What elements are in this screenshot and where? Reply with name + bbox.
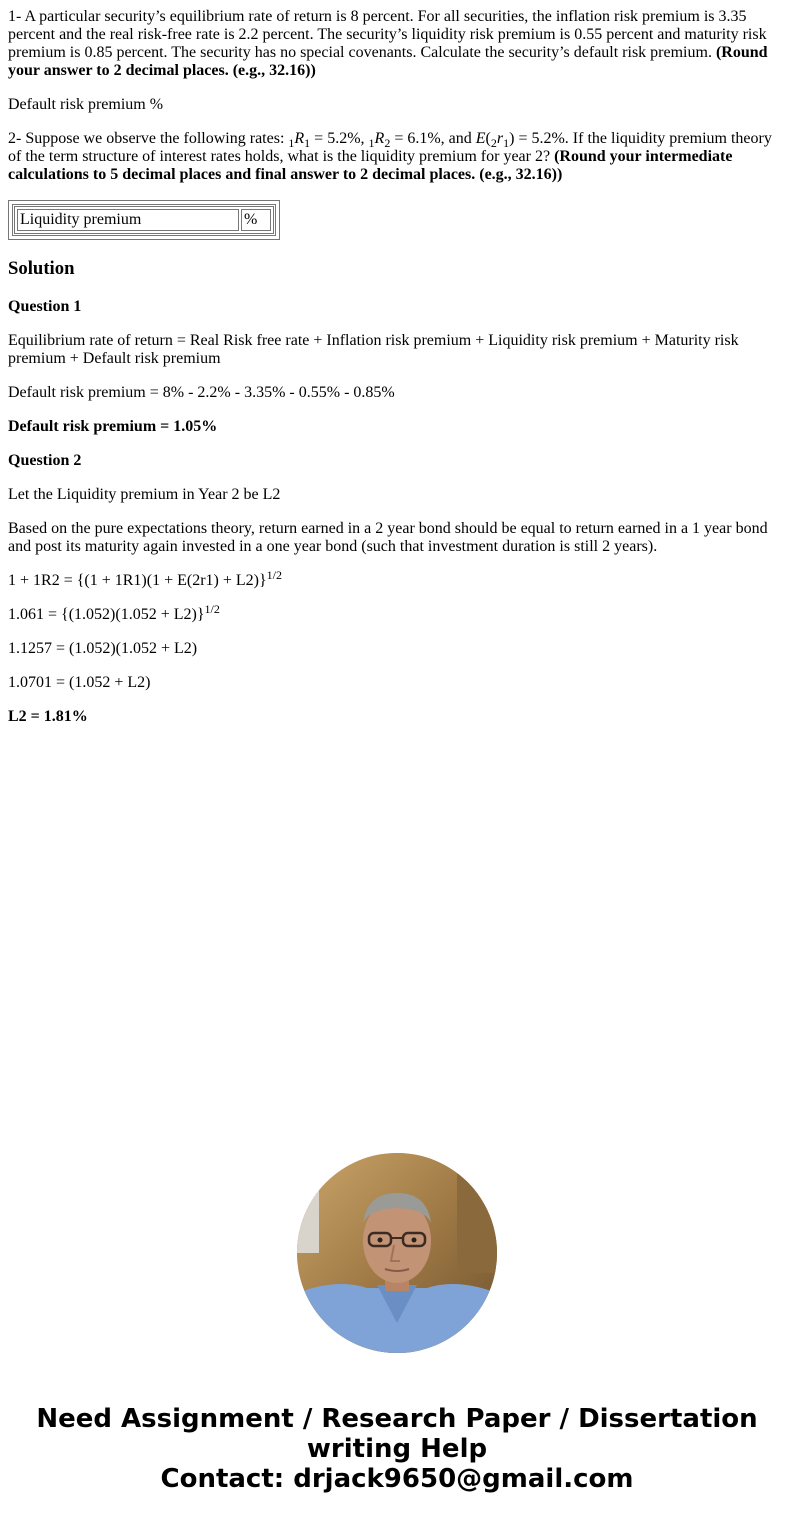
question-1-calculation: Default risk premium = 8% - 2.2% - 3.35% - 0.55% - 0.85% (8, 384, 395, 401)
solution-heading: Solution (8, 258, 75, 279)
question-1-answer-line: Default risk premium % (8, 96, 164, 113)
table-row (17, 209, 271, 231)
author-portrait-icon (297, 1153, 497, 1353)
equation-1: $1 + 1R2 = \{(1 + 1R1)(1 + E(2r1) + L2)\}^{1/2}$ (8, 568, 283, 589)
answer-table (8, 200, 280, 240)
question-2: 2- Suppose we observe the following rates: $_1R_1 = 5.2\%$, $_1R_2 = 6.1\%$, and $E(_2r_1) = 5.2\%$. If the liquidity premium theory of the term structure of interest rates holds, what is the liquidity premium for year 2? (Round your intermediate calculations to 5 decimal places and final answer to 2 decimal places. (e.g., 32.16)) (8, 130, 772, 183)
question-1-heading: Question 1 (8, 298, 82, 315)
question-1: 1- A particular security’s equilibrium rate of return is 8 percent. For all securities, the inflation risk premium is 3.35 percent and the real risk-free rate is 2.2 percent. The security’s liquidity risk premium is 0.55 percent and maturity risk premium is 0.85 percent. The security has no special covenants. Calculate the security’s default risk premium. (Round your answer to 2 decimal places. (e.g., 32.16)) (8, 8, 768, 79)
author-avatar (297, 1153, 497, 1353)
question-1-result: Default risk premium = 1.05% (8, 418, 218, 435)
question-2-instruction: (Round your intermediate calculations to 5 decimal places and final answer to 2 decimal places. (e.g., 32.16)) (8, 148, 733, 183)
equation-3: 1.1257 = (1.052)(1.052 + L2) (8, 640, 198, 657)
promo-line-2: writing Help (306, 1434, 488, 1464)
promo-banner (0, 1404, 794, 1494)
question-2-result: L2 = 1.81% (8, 708, 88, 725)
document-body (0, 0, 794, 726)
liquidity-premium-label: Liquidity premium (17, 209, 239, 231)
equation-2: $1.061 = \{(1.052)(1.052 + L2)\}^{1/2}$ (8, 602, 220, 623)
equation-4: 1.0701 = (1.052 + L2) (8, 674, 151, 691)
answer-table-inner (14, 206, 274, 234)
question-2-heading: Question 2 (8, 452, 82, 469)
question-1-formula: Equilibrium rate of return = Real Risk free rate + Inflation risk premium + Liquidity risk premium + Maturity risk premium + Default risk premium (8, 332, 739, 367)
promo-contact: Contact: drjack9650@gmail.com (160, 1464, 634, 1494)
question-2-theory: Based on the pure expectations theory, return earned in a 2 year bond should be equal to return earned in a 1 year bond and post its maturity again invested in a one year bond (such that investment duration is still 2 years). (8, 520, 768, 555)
liquidity-premium-unit: % (241, 209, 271, 231)
question-1-instruction: (Round your answer to 2 decimal places. (e.g., 32.16)) (8, 44, 768, 79)
question-2-let: Let the Liquidity premium in Year 2 be L2 (8, 486, 281, 503)
promo-line-1: Need Assignment / Research Paper / Dissertation (36, 1404, 758, 1434)
